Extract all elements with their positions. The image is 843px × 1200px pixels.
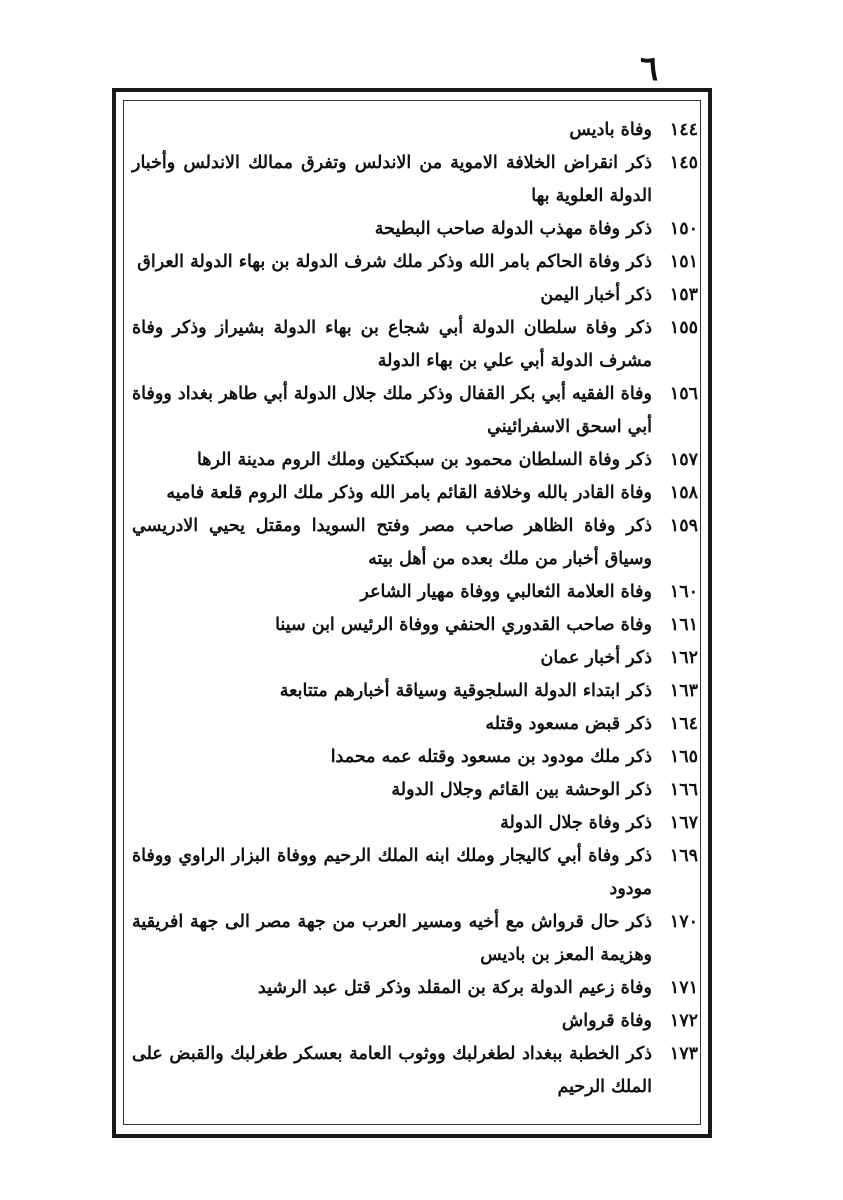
toc-page-number: ١٥٩ bbox=[669, 516, 698, 536]
toc-entry-title: ذكر أخبار اليمن bbox=[540, 285, 652, 305]
toc-entry bbox=[126, 147, 698, 213]
toc-entry-title: ذكر انقراض الخلافة الاموية من الاندلس وتفرق ممالك الاندلس وأخبار الدولة العلوية بها bbox=[132, 153, 652, 206]
toc-entry-title: وفاة العلامة الثعالبي ووفاة مهيار الشاعر bbox=[360, 582, 652, 602]
toc-entry bbox=[126, 675, 698, 708]
toc-entry bbox=[126, 741, 698, 774]
toc-entry-title: وفاة صاحب القدوري الحنفي ووفاة الرئيس ابن سينا bbox=[275, 615, 652, 635]
toc-page-number: ١٦٣ bbox=[669, 681, 698, 701]
toc-entry-title: ذكر الخطبة ببغداد لطغرلبك ووثوب العامة بعسكر طغرلبك والقبض على الملك الرحيم bbox=[132, 1044, 652, 1097]
toc-entry-title: ذكر حال قرواش مع أخيه ومسير العرب من جهة مصر الى جهة افريقية وهزيمة المعز بن باديس bbox=[132, 912, 652, 965]
toc-page-number: ١٥٧ bbox=[669, 450, 698, 470]
toc-entry bbox=[126, 708, 698, 741]
toc-entry bbox=[126, 906, 698, 972]
toc-page-number: ١٥١ bbox=[669, 252, 698, 272]
toc-entry-title: ذكر وفاة السلطان محمود بن سبكتكين وملك الروم مدينة الرها bbox=[196, 450, 652, 470]
toc-entry bbox=[126, 312, 698, 378]
toc-entry bbox=[126, 114, 698, 147]
toc-page-number: ١٧٠ bbox=[669, 912, 698, 932]
toc-entry bbox=[126, 510, 698, 576]
toc-entry-title: ذكر قبض مسعود وقتله bbox=[485, 714, 652, 734]
toc-entry-title: ذكر وفاة الحاكم بامر الله وذكر ملك شرف الدولة بن بهاء الدولة العراق bbox=[137, 252, 652, 272]
toc-entry bbox=[126, 576, 698, 609]
toc-entry-title: وفاة الفقيه أبي بكر القفال وذكر ملك جلال الدولة أبي طاهر بغداد ووفاة أبي اسحق الاسفرائيني bbox=[132, 384, 652, 437]
toc-page-number: ١٥٣ bbox=[669, 285, 698, 305]
toc-page-number: ١٤٤ bbox=[669, 120, 698, 140]
toc-entry-title: ذكر وفاة سلطان الدولة أبي شجاع بن بهاء الدولة بشيراز وذكر وفاة مشرف الدولة أبي علي بن بهاء الدولة bbox=[132, 318, 652, 371]
toc-entry-title: ذكر ابتداء الدولة السلجوقية وسياقة أخبارهم متتابعة bbox=[279, 681, 652, 701]
toc-entry-title: وفاة زعيم الدولة بركة بن المقلد وذكر قتل عبد الرشيد bbox=[257, 978, 652, 998]
toc-page-number: ١٥٠ bbox=[669, 219, 698, 239]
page-number: ٦ bbox=[640, 49, 659, 89]
toc-page-number: ١٧٣ bbox=[669, 1044, 698, 1064]
toc-page-number: ١٦٥ bbox=[669, 747, 698, 767]
toc-page-number: ١٧٢ bbox=[669, 1011, 698, 1031]
toc-entry bbox=[126, 477, 698, 510]
toc-entry-title: ذكر ملك مودود بن مسعود وقتله عمه محمدا bbox=[330, 747, 652, 767]
toc-entry bbox=[126, 246, 698, 279]
toc-entry bbox=[126, 642, 698, 675]
toc-page-number: ١٦٩ bbox=[669, 846, 698, 866]
toc-entry bbox=[126, 444, 698, 477]
toc-page-number: ١٦٦ bbox=[669, 780, 698, 800]
toc-entry-title: ذكر وفاة الظاهر صاحب مصر وفتح السويدا ومقتل يحيي الادريسي وسياق أخبار من ملك بعده من أهل بيته bbox=[132, 516, 652, 569]
toc-page-number: ١٤٥ bbox=[669, 153, 698, 173]
toc-page-number: ١٦١ bbox=[669, 615, 698, 635]
toc-page-number: ١٥٨ bbox=[669, 483, 698, 503]
toc-entry bbox=[126, 840, 698, 906]
toc-entry bbox=[126, 972, 698, 1005]
toc-entry-title: ذكر أخبار عمان bbox=[540, 648, 652, 668]
toc-entry-title: وفاة باديس bbox=[569, 120, 652, 140]
toc-entry-title: ذكر الوحشة بين القائم وجلال الدولة bbox=[391, 780, 652, 800]
toc-entry bbox=[126, 1005, 698, 1038]
toc-entry bbox=[126, 279, 698, 312]
toc-page-number: ١٦٧ bbox=[669, 813, 698, 833]
toc-entry bbox=[126, 774, 698, 807]
toc-entry bbox=[126, 1038, 698, 1104]
table-of-contents bbox=[126, 114, 698, 1124]
toc-page-number: ١٦٠ bbox=[669, 582, 698, 602]
toc-page-number: ١٥٦ bbox=[669, 384, 698, 404]
toc-page-number: ١٧١ bbox=[669, 978, 698, 998]
toc-entry-title: وفاة قرواش bbox=[561, 1011, 652, 1031]
toc-page-number: ١٦٤ bbox=[669, 714, 698, 734]
toc-entry bbox=[126, 807, 698, 840]
toc-entry-title: ذكر وفاة أبي كاليجار وملك ابنه الملك الرحيم ووفاة البزار الراوي ووفاة مودود bbox=[132, 846, 652, 899]
toc-page-number: ١٥٥ bbox=[669, 318, 698, 338]
toc-entry-title: وفاة القادر بالله وخلافة القائم بامر الله وذكر ملك الروم قلعة فاميه bbox=[166, 483, 652, 503]
toc-entry bbox=[126, 609, 698, 642]
toc-entry-title: ذكر وفاة مهذب الدولة صاحب البطيحة bbox=[374, 219, 652, 239]
toc-entry bbox=[126, 378, 698, 444]
toc-page-number: ١٦٢ bbox=[669, 648, 698, 668]
toc-entry-title: ذكر وفاة جلال الدولة bbox=[500, 813, 652, 833]
toc-entry bbox=[126, 213, 698, 246]
